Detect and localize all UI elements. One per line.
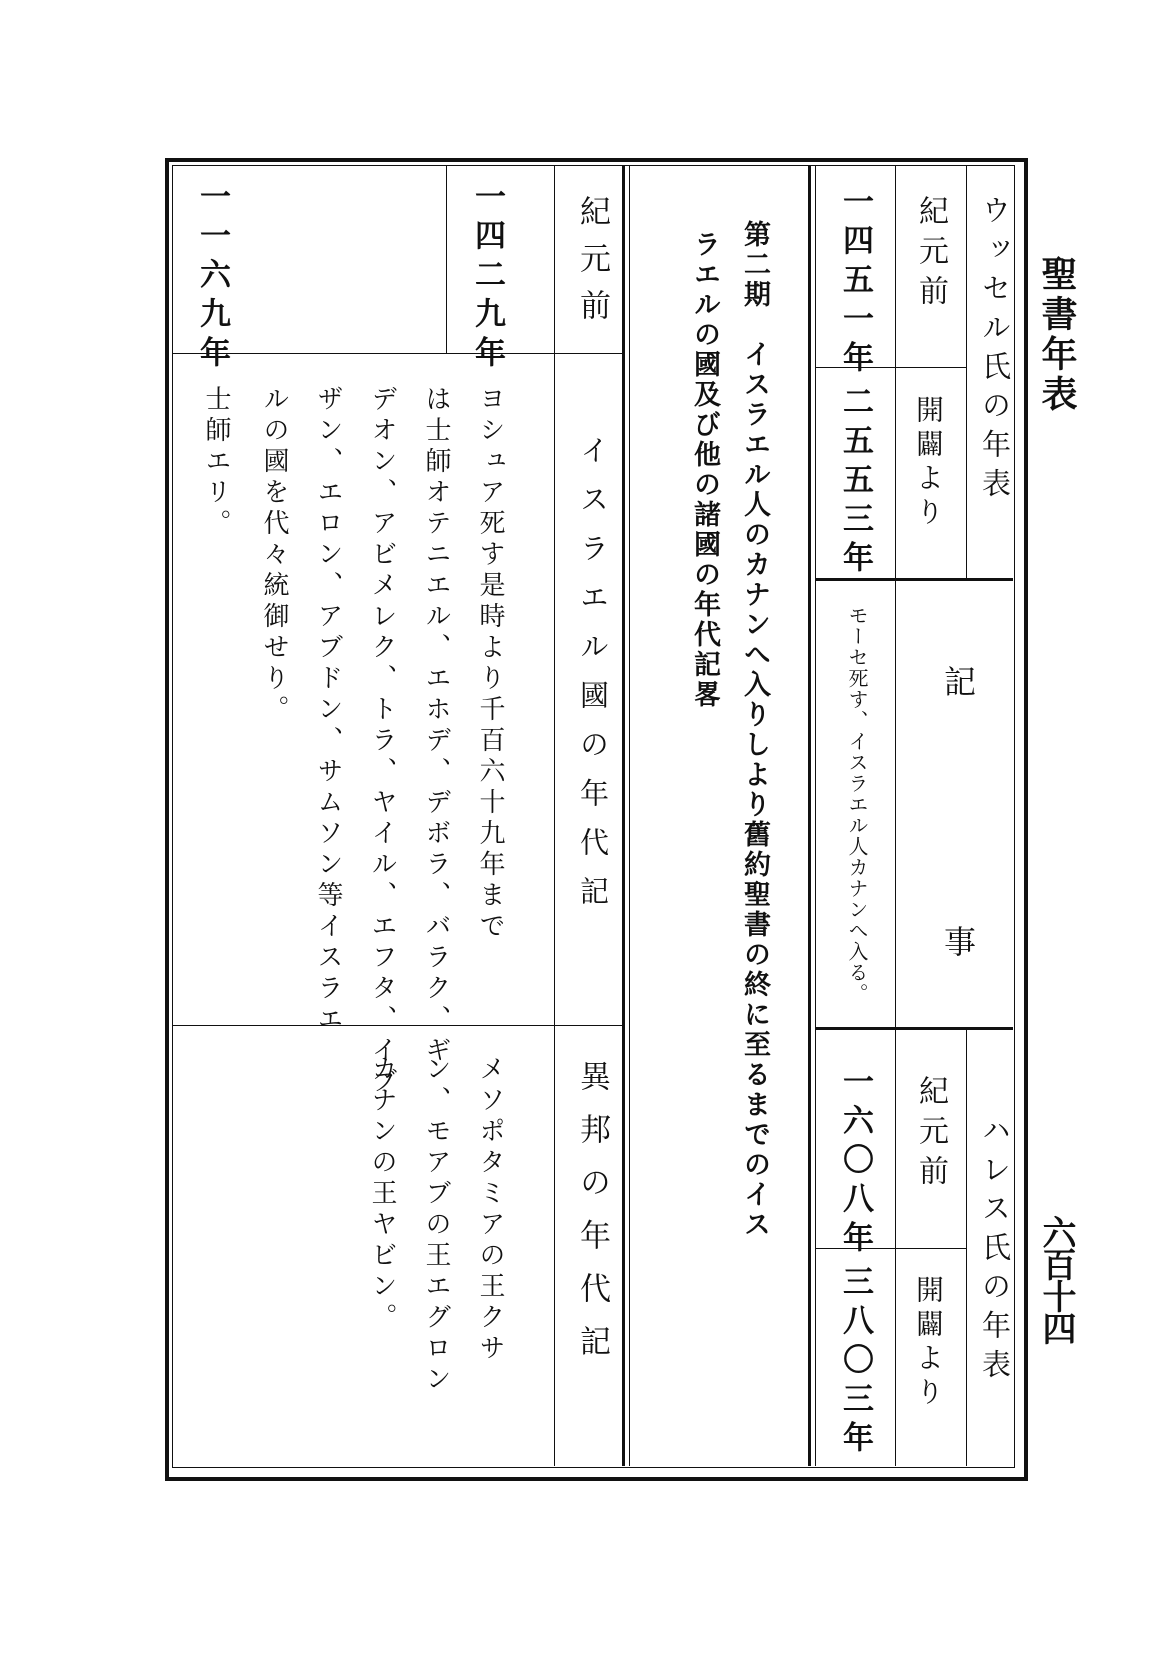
row2-israel-line-1: 士師エリ。 — [201, 385, 231, 540]
event-text: モーセ死す、イスラエル人カナンへ入る。 — [845, 605, 869, 1004]
rule-event-bottom — [816, 1027, 1013, 1030]
page-number: 六百十四 — [1036, 1215, 1076, 1343]
row1-foreign-line-1: メソポタミアの王クサ — [475, 1055, 505, 1365]
event-header-1: 記 — [939, 665, 977, 707]
ussher-col1-header: 紀元前 — [913, 195, 948, 315]
rule-header-row — [172, 353, 622, 354]
rule-row-separator — [446, 166, 447, 353]
hales-col1-value: 一六〇八年 — [837, 1065, 873, 1260]
rule-event-col — [895, 581, 896, 1027]
period-heading-line2: ラエルの國及び他の諸國の年代記畧 — [689, 230, 720, 710]
rule-ussher-title — [966, 166, 967, 578]
table-year-header: 紀元前 — [574, 195, 610, 336]
period-heading-line1: 第二期 イスラエル人のカナンへ入りしより舊約聖書の終に至るまでのイス — [739, 220, 770, 1240]
rule-table-right — [622, 166, 625, 1466]
ussher-col2-header: 開闢より — [912, 395, 945, 531]
rule-header-col — [554, 166, 555, 1466]
hales-col1-header: 紀元前 — [913, 1075, 948, 1195]
row1-foreign-line-2: ン、モアブの王エグロン — [421, 1055, 451, 1396]
hales-col2-header: 開闢より — [912, 1275, 945, 1411]
row1-israel-line-4: ザン、エロン、アブドン、サムソン等イスラエ — [313, 385, 343, 1036]
row1-israel-line-3: デオン、アビメレク、トラ、ヤイル、エフタ、イブ — [367, 385, 397, 1098]
ussher-title: ウッセル氏の年表 — [978, 195, 1012, 507]
rule-table-right-thin — [629, 166, 630, 1466]
row1-israel-line-5: ルの國を代々統御せり。 — [259, 385, 289, 726]
rule-ussher-col — [895, 166, 896, 578]
running-title: 聖書年表 — [1036, 255, 1078, 415]
ussher-col2-value: 二五五三年 — [837, 385, 873, 580]
rule-right-block-left-thin — [815, 166, 816, 1466]
row1-israel-line-1: ヨシュア死す是時より千百六十九年まで — [475, 385, 505, 943]
row2-year: 一一六九年 — [194, 180, 230, 375]
table-foreign-header: 異邦の年代記 — [574, 1060, 610, 1378]
table-israel-header: イスラエル國の年代記 — [576, 435, 610, 925]
row1-foreign-line-3: カナンの王ヤビン。 — [367, 1055, 397, 1334]
rule-right-block-left — [808, 166, 811, 1466]
row1-year: 一四二九年 — [469, 180, 505, 375]
ussher-col1-value: 一四五一年 — [837, 185, 873, 380]
hales-col2-value: 三八〇三年 — [837, 1265, 873, 1460]
rule-hales-title — [966, 1030, 967, 1466]
event-header-2: 事 — [939, 925, 977, 967]
hales-title: ハレス氏の年表 — [978, 1115, 1012, 1388]
row1-israel-line-2: は士師オテニエル、エホデ、デボラ、バラク、ギ — [421, 385, 451, 1067]
